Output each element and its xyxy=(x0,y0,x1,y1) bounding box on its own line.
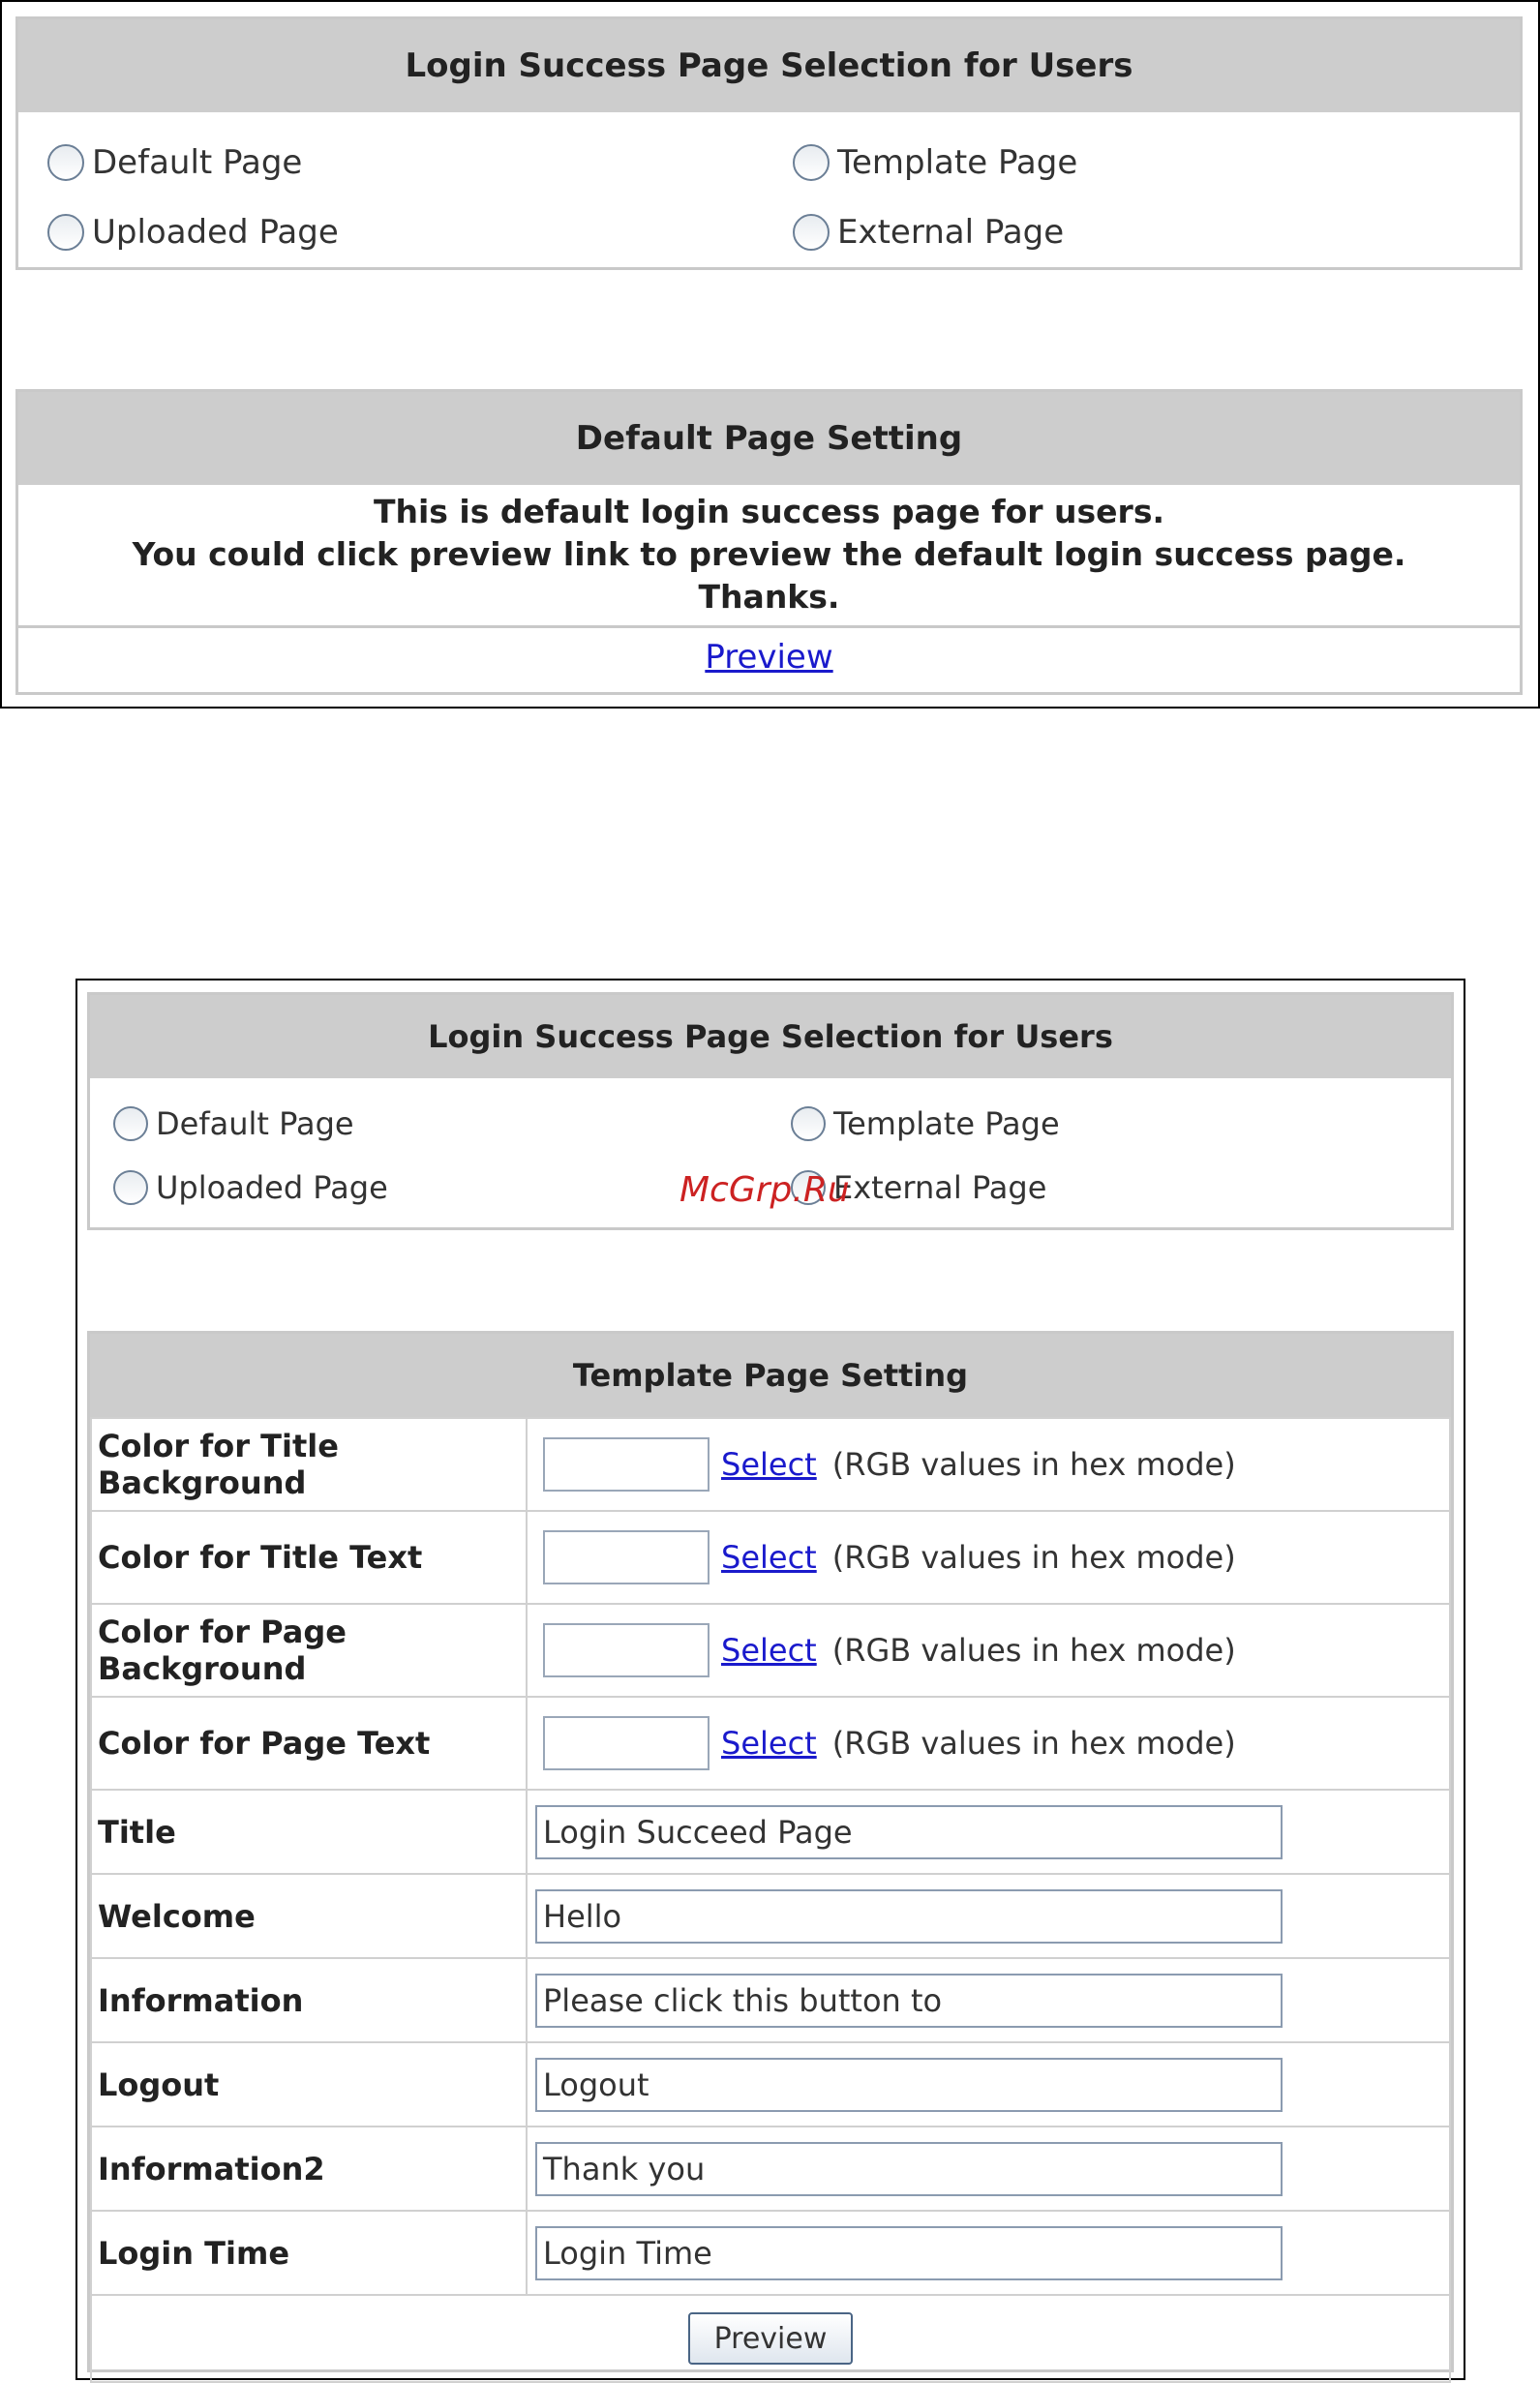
color-value-cell xyxy=(527,1604,1450,1697)
radio-label: Default Page xyxy=(92,143,303,182)
row-label: Information xyxy=(91,1958,527,2042)
text-setting-row xyxy=(91,1958,1450,2042)
radio-unchecked-icon[interactable] xyxy=(793,214,830,251)
radio-unchecked-icon[interactable] xyxy=(113,1106,148,1141)
text-input[interactable]: Logout xyxy=(535,2058,1283,2112)
radio-checked-icon[interactable] xyxy=(47,144,84,181)
text-input[interactable]: Login Time xyxy=(535,2226,1283,2280)
select-color-link[interactable]: Select xyxy=(721,1446,817,1483)
text-setting-row xyxy=(91,1790,1450,1874)
color-input[interactable] xyxy=(543,1716,710,1770)
template-page-screenshot xyxy=(75,979,1465,2380)
row-label: Welcome xyxy=(91,1874,527,1958)
text-input[interactable]: Login Succeed Page xyxy=(535,1805,1283,1859)
radio-default-page[interactable] xyxy=(47,143,302,182)
radio-label: Uploaded Page xyxy=(156,1169,388,1206)
hex-hint: (RGB values in hex mode) xyxy=(831,1725,1236,1762)
text-value-cell xyxy=(527,2211,1450,2295)
select-color-link[interactable]: Select xyxy=(721,1632,817,1669)
selection-title: Login Success Page Selection for Users xyxy=(18,19,1520,112)
preview-cell xyxy=(91,2295,1450,2382)
text-setting-row xyxy=(91,2042,1450,2127)
text-setting-row xyxy=(91,1874,1450,1958)
radio-label: External Page xyxy=(837,213,1065,252)
select-color-link[interactable]: Select xyxy=(721,1725,817,1762)
color-input[interactable] xyxy=(543,1437,710,1492)
hex-hint: (RGB values in hex mode) xyxy=(831,1446,1236,1483)
text-value-cell xyxy=(527,2127,1450,2211)
selection-section xyxy=(15,16,1523,270)
radio-unchecked-icon[interactable] xyxy=(113,1170,148,1205)
radio-default-page[interactable] xyxy=(113,1105,354,1142)
select-color-link[interactable]: Select xyxy=(721,1539,817,1576)
text-input[interactable]: Please click this button to xyxy=(535,1974,1283,2028)
radio-label: Template Page xyxy=(837,143,1078,182)
color-value-cell xyxy=(527,1511,1450,1604)
radio-template-page[interactable] xyxy=(791,1105,1060,1142)
radio-label: Default Page xyxy=(156,1105,354,1142)
radio-external-page[interactable] xyxy=(793,213,1064,252)
default-page-message xyxy=(18,485,1520,628)
row-label: Color for Title Text xyxy=(91,1511,527,1604)
preview-link[interactable]: Preview xyxy=(705,638,833,677)
radio-uploaded-page[interactable] xyxy=(113,1169,388,1206)
setting-title: Default Page Setting xyxy=(18,392,1520,485)
row-label: Color for Page Text xyxy=(91,1697,527,1790)
radio-uploaded-page[interactable] xyxy=(47,213,339,252)
setting-title: Template Page Setting xyxy=(90,1334,1451,1417)
text-value-cell xyxy=(527,1790,1450,1874)
color-setting-row xyxy=(91,1511,1450,1604)
text-value-cell xyxy=(527,1874,1450,1958)
selection-title: Login Success Page Selection for Users xyxy=(90,995,1451,1078)
row-label: Color for Page Background xyxy=(91,1604,527,1697)
color-setting-row xyxy=(91,1697,1450,1790)
default-page-screenshot xyxy=(0,0,1540,709)
radio-template-page[interactable] xyxy=(793,143,1077,182)
radio-label: Template Page xyxy=(833,1105,1060,1142)
row-label: Logout xyxy=(91,2042,527,2127)
radio-label: External Page xyxy=(833,1169,1047,1206)
row-label: Title xyxy=(91,1790,527,1874)
color-value-cell xyxy=(527,1418,1450,1511)
text-input[interactable]: Thank you xyxy=(535,2142,1283,2196)
text-setting-row xyxy=(91,2211,1450,2295)
watermark-text: McGrp.Ru xyxy=(679,1170,850,1210)
hex-hint: (RGB values in hex mode) xyxy=(831,1632,1236,1669)
color-input[interactable] xyxy=(543,1623,710,1677)
message-line-1: This is default login success page for users. xyxy=(373,493,1165,530)
color-setting-row xyxy=(91,1418,1450,1511)
row-label: Color for Title Background xyxy=(91,1418,527,1511)
color-input[interactable] xyxy=(543,1530,710,1584)
text-value-cell xyxy=(527,2042,1450,2127)
hex-hint: (RGB values in hex mode) xyxy=(831,1539,1236,1576)
radio-unchecked-icon[interactable] xyxy=(793,144,830,181)
preview-button[interactable]: Preview xyxy=(688,2312,853,2365)
radio-unchecked-icon[interactable] xyxy=(47,214,84,251)
template-page-setting-section xyxy=(87,1331,1454,2372)
color-value-cell xyxy=(527,1697,1450,1790)
template-settings-table xyxy=(90,1417,1451,2383)
radio-label: Uploaded Page xyxy=(92,213,339,252)
text-setting-row xyxy=(91,2127,1450,2211)
default-page-setting-section xyxy=(15,389,1523,695)
row-label: Information2 xyxy=(91,2127,527,2211)
radio-checked-icon[interactable] xyxy=(791,1106,826,1141)
row-label: Login Time xyxy=(91,2211,527,2295)
message-line-2: You could click preview link to preview the default login success page. xyxy=(132,535,1406,573)
preview-row xyxy=(18,628,1520,686)
message-line-3: Thanks. xyxy=(698,578,840,616)
color-setting-row xyxy=(91,1604,1450,1697)
text-input[interactable]: Hello xyxy=(535,1889,1283,1944)
text-value-cell xyxy=(527,1958,1450,2042)
